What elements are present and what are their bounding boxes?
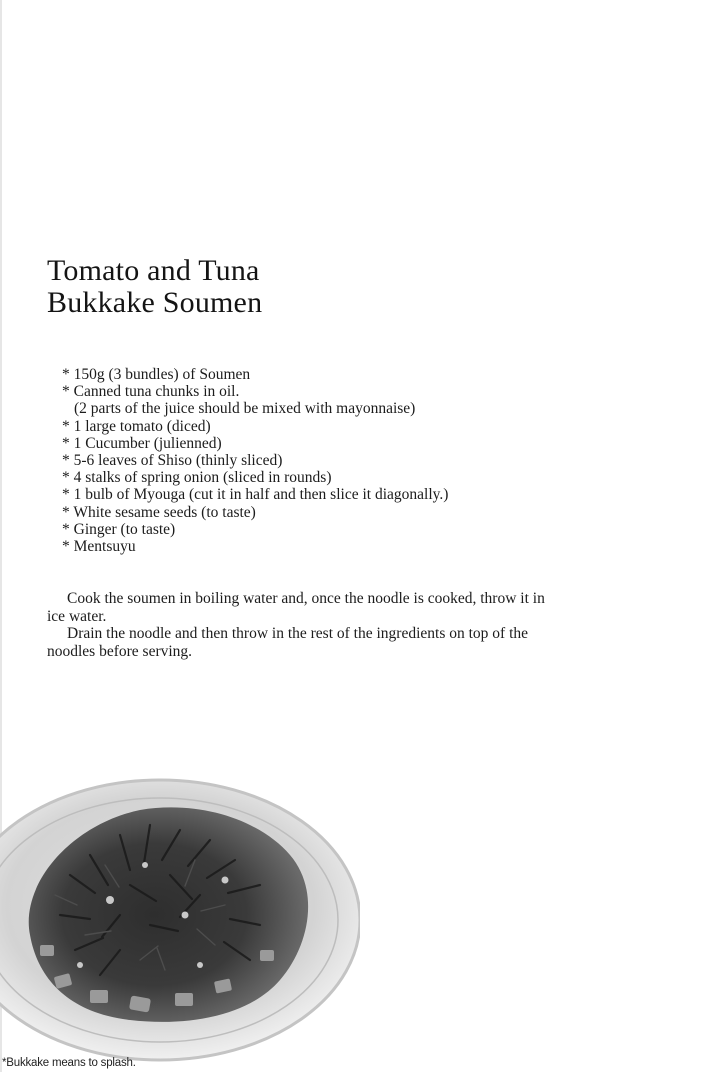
recipe-title xyxy=(47,255,262,319)
ingredient-item: * 5-6 leaves of Shiso (thinly sliced) xyxy=(62,452,283,470)
ingredient-note: (2 parts of the juice should be mixed with mayonnaise) xyxy=(74,400,416,418)
ingredient-item: * Canned tuna chunks in oil. xyxy=(62,383,240,401)
recipe-title-line-2: Bukkake Soumen xyxy=(47,286,263,319)
ingredient-item: * 1 large tomato (diced) xyxy=(62,417,211,435)
instruction-paragraph: Cook the soumen in boiling water and, once the noodle is cooked, throw it in ice water. xyxy=(47,590,545,625)
ingredient-item: * Mentsuyu xyxy=(62,538,136,556)
recipe-title-line-1: Tomato and Tuna xyxy=(47,254,260,287)
dish-photo xyxy=(0,765,360,1065)
instruction-paragraph: Drain the noodle and then throw in the rest of the ingredients on top of the noodles before serving. xyxy=(47,625,529,660)
ingredient-item: * 4 stalks of spring onion (sliced in rounds) xyxy=(62,469,332,487)
ingredient-list xyxy=(62,366,448,555)
ingredient-item: * 1 Cucumber (julienned) xyxy=(62,434,222,452)
ingredient-item: * 150g (3 bundles) of Soumen xyxy=(62,366,251,383)
ingredient-item: * White sesame seeds (to taste) xyxy=(62,503,256,521)
ingredient-item: * Ginger (to taste) xyxy=(62,520,176,538)
footnote: *Bukkake means to splash. xyxy=(2,1057,136,1069)
ingredient-item: * 1 bulb of Myouga (cut it in half and then slice it diagonally.) xyxy=(62,486,449,504)
instructions xyxy=(47,590,547,660)
